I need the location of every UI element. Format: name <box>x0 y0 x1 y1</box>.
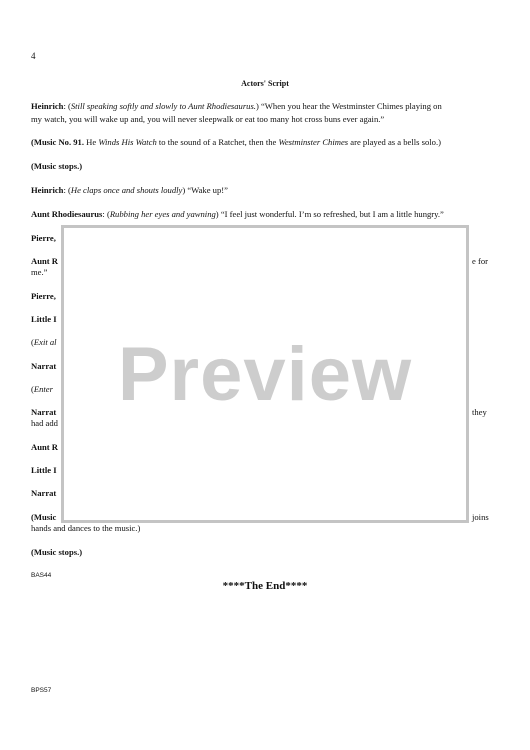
music-cue-label: Music No. 91. <box>33 137 85 147</box>
dialogue-line: “When you hear the Westminster Chimes playing on <box>258 101 442 111</box>
stage-direction: (Enter <box>31 384 53 394</box>
dialogue-fragment: had add <box>31 418 58 428</box>
speaker-name: Narrat <box>31 488 57 498</box>
speaker-name: Narrat <box>31 407 57 417</box>
stage-direction: hands and dances to the music.) <box>31 523 141 533</box>
speaker-name: Pierre, <box>31 291 56 301</box>
music-cue-label: (Music <box>31 512 57 522</box>
speaker-name: Heinrich <box>31 185 64 195</box>
speaker-name: Narrat <box>31 361 57 371</box>
dialogue-line: “I feel just wonderful. I’m so refreshed, but I am a little hungry.” <box>218 209 444 219</box>
the-end-heading: ****The End**** <box>222 580 308 592</box>
footer-code: BPS57 <box>31 687 52 694</box>
stage-direction: Still speaking softly and slowly to Aunt Rhodiesaurus. <box>70 101 256 111</box>
stage-direction: He claps once and shouts loudly <box>70 185 183 195</box>
page-title: Actors' Script <box>241 79 289 88</box>
speaker-name: Pierre, <box>31 233 56 243</box>
stage-direction: Rubbing her eyes and yawning <box>109 209 216 219</box>
dialogue-line: my watch, you will wake up and, you will never sleepwalk or eat too many hot cross buns ever again.” <box>31 114 385 124</box>
speaker-name: Little I <box>31 465 57 475</box>
dialogue-heinrich-2: Heinrich: (He claps once and shouts loudly) “Wake up!” <box>31 185 228 195</box>
speaker-name: Aunt Rhodiesaurus <box>31 209 103 219</box>
dialogue-aunt-rhodiesaurus: Aunt Rhodiesaurus: (Rubbing her eyes and yawning) “I feel just wonderful. I’m so refreshed, but I am a little hungry.” <box>31 209 444 219</box>
page-number: 4 <box>31 51 36 61</box>
dialogue-fragment: joins <box>472 512 489 522</box>
speaker-name: Aunt R <box>31 256 58 266</box>
dialogue-fragment: they <box>472 407 487 417</box>
speaker-name: Aunt R <box>31 442 58 452</box>
music-stops-cue: (Music stops.) <box>31 547 83 557</box>
preview-overlay <box>61 225 469 523</box>
dialogue-line: “Wake up!” <box>185 185 228 195</box>
speaker-name: Little I <box>31 314 57 324</box>
footer-code: BAS44 <box>31 572 52 579</box>
dialogue-heinrich-1: Heinrich: (Still speaking softly and slowly to Aunt Rhodiesaurus.) “When you hear the Westminster Chimes playing on my watch, you will wake up and, you will never sleepwalk or eat too many hot cross buns ever again.” <box>31 101 442 124</box>
music-stops-cue: (Music stops.) <box>31 161 83 171</box>
preview-watermark: Preview <box>117 331 413 417</box>
stage-direction: (Exit al <box>31 337 57 347</box>
speaker-name: Heinrich <box>31 101 64 111</box>
dialogue-fragment: me.” <box>31 267 48 277</box>
music-cue-91: (Music No. 91. He Winds His Watch to the sound of a Ratchet, then the Westminster Chimes are played as a bells solo.) <box>31 137 441 147</box>
dialogue-fragment: e for <box>472 256 488 266</box>
